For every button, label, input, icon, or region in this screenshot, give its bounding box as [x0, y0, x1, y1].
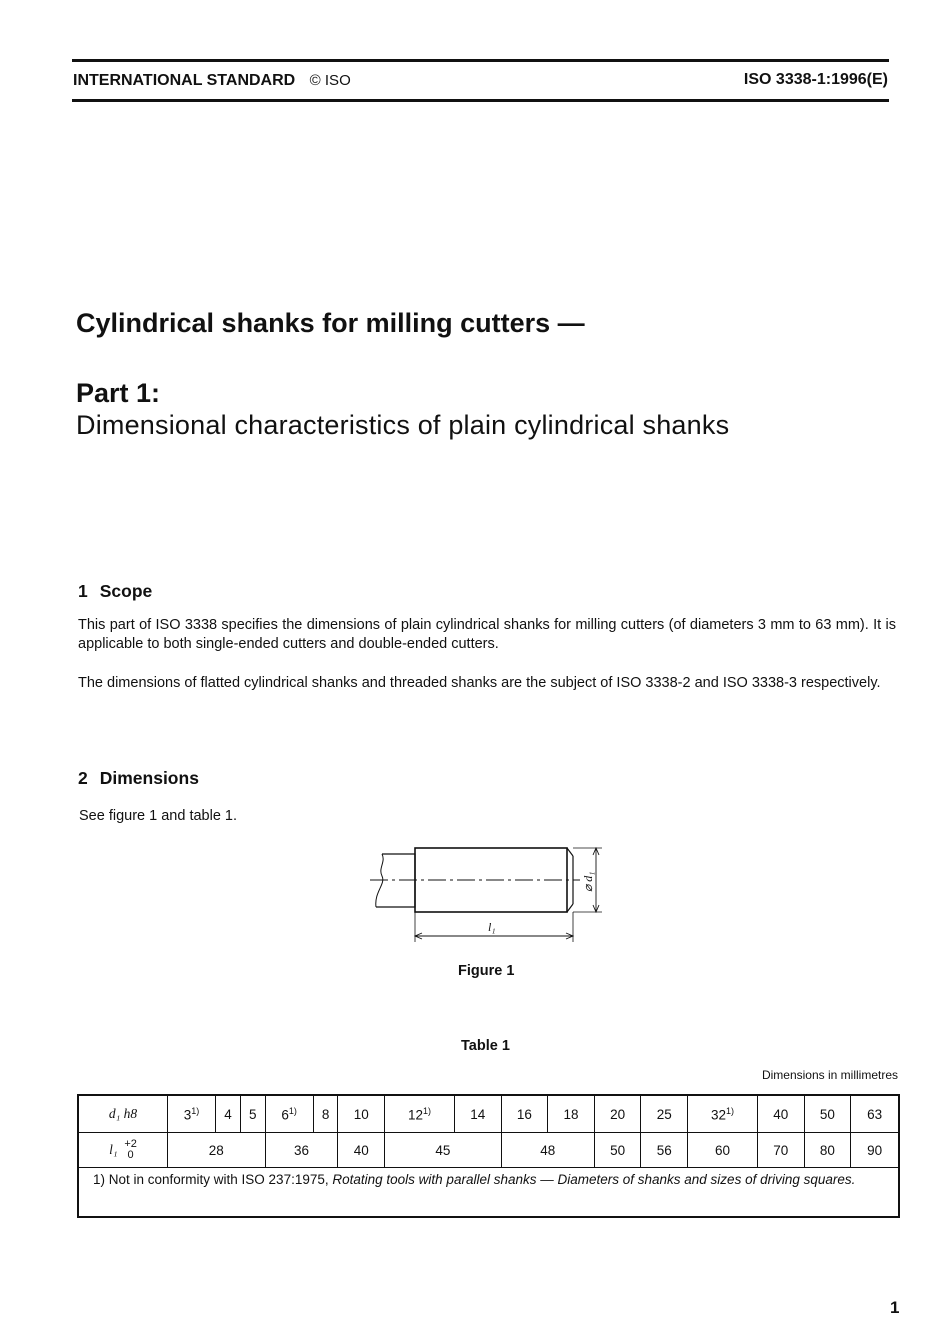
table-cell: 18 [548, 1095, 595, 1133]
tolerance-lower: 0 [127, 1149, 134, 1161]
table-cell: 5 [240, 1095, 265, 1133]
figure-length-label: l₁ [488, 920, 496, 934]
part-label: Part 1: [76, 378, 161, 408]
header-copyright: © ISO [309, 72, 351, 89]
figure-diameter-label: ⌀ d₁ [581, 871, 595, 892]
figure-caption: Figure 1 [458, 963, 515, 979]
row-label-d1: d₁ h8 [78, 1095, 168, 1133]
footnote-reference-title: Rotating tools with parallel shanks — Diameters of shanks and sizes of driving squares. [332, 1172, 856, 1187]
table-footnote [78, 1168, 899, 1218]
table-cell: 4 [216, 1095, 241, 1133]
scope-paragraph-1: This part of ISO 3338 specifies the dimensions of plain cylindrical shanks for milling cutters (of diameters 3 mm to 63 mm). It is applicable to both single-ended cutters and double-ended cutters. [78, 617, 896, 652]
section-dimensions-heading [78, 768, 199, 789]
table-row-d1 [78, 1095, 899, 1133]
table-cell: 8 [313, 1095, 338, 1133]
table-caption: Table 1 [461, 1038, 510, 1054]
table-cell: 25 [641, 1095, 688, 1133]
section-title: Scope [99, 581, 153, 601]
header-rule-bottom [72, 99, 889, 102]
section-scope-heading [78, 581, 152, 602]
table-cell: 60 [688, 1133, 758, 1168]
table-row-l1 [78, 1133, 899, 1168]
table-cell: 80 [804, 1133, 851, 1168]
table-cell: 56 [641, 1133, 688, 1168]
tolerance-upper: +2 [124, 1138, 137, 1150]
table-cell: 6$^{1)}$ [265, 1095, 313, 1133]
table-cell: 12$^{1)}$ [385, 1095, 455, 1133]
table-cell: 20 [594, 1095, 641, 1133]
table-cell: 10 [338, 1095, 385, 1133]
header-rule-top [72, 59, 889, 62]
page-number: 1 [890, 1298, 900, 1317]
table-cell: 40 [757, 1095, 804, 1133]
document-title: Cylindrical shanks for milling cutters — [76, 308, 585, 338]
part-subtitle: Dimensional characteristics of plain cylindrical shanks [76, 410, 730, 440]
figure-1-drawing [360, 840, 620, 950]
footnote-text: 1) Not in conformity with ISO 237:1975, [93, 1172, 333, 1187]
table-cell: 45 [385, 1133, 502, 1168]
table-cell: 32$^{1)}$ [688, 1095, 758, 1133]
table-cell: 70 [757, 1133, 804, 1168]
table-cell: 36 [265, 1133, 338, 1168]
header-standard-label [73, 72, 351, 90]
row-label-l1: l₁ +2 0 [78, 1133, 168, 1168]
section-title: Dimensions [99, 768, 199, 788]
scope-paragraph-2: The dimensions of flatted cylindrical shanks and threaded shanks are the subject of ISO 3338-2 and ISO 3338-3 respectively. [78, 675, 881, 691]
dimensions-table [77, 1094, 900, 1218]
table-cell: 40 [338, 1133, 385, 1168]
section-number: 2 [78, 768, 88, 788]
dimensions-paragraph: See figure 1 and table 1. [79, 808, 238, 824]
table-cell: 14 [455, 1095, 502, 1133]
table-cell: 50 [594, 1133, 641, 1168]
table-cell: 50 [804, 1095, 851, 1133]
header-doc-number: ISO 3338-1:1996(E) [743, 71, 888, 88]
section-number: 1 [78, 581, 88, 601]
units-note: Dimensions in millimetres [761, 1068, 898, 1082]
table-cell: 28 [168, 1133, 266, 1168]
table-row-footnote [78, 1168, 899, 1218]
table-cell: 3$^{1)}$ [168, 1095, 216, 1133]
table-cell: 48 [501, 1133, 594, 1168]
header-type: INTERNATIONAL STANDARD [73, 72, 296, 89]
table-cell: 63 [851, 1095, 899, 1133]
table-cell: 90 [851, 1133, 899, 1168]
table-cell: 16 [501, 1095, 548, 1133]
